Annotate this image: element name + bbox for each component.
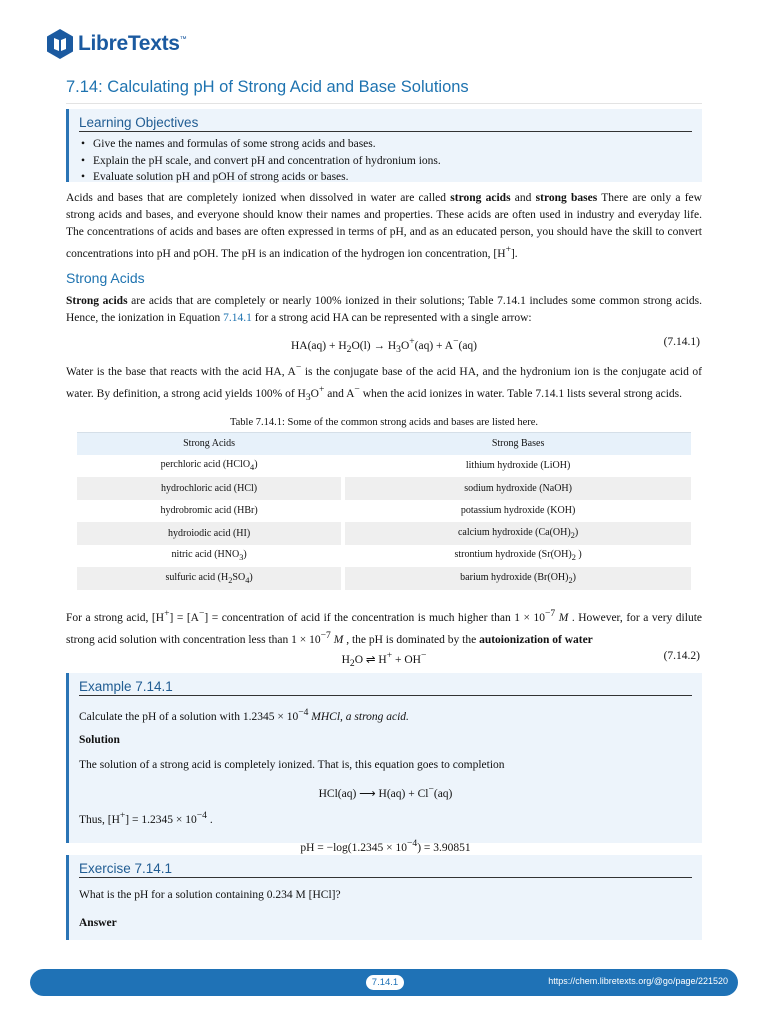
solution-label: Solution xyxy=(79,733,120,746)
hcl-dissociation-equation: HCl(aq) ⟶ H(aq) + Cl−(aq) xyxy=(318,783,453,800)
learning-objectives-box xyxy=(66,109,702,182)
objective-item: • Give the names and formulas of some strong acids and bases. xyxy=(79,136,692,153)
base-cell: lithium hydroxide (LiOH) xyxy=(345,455,691,478)
exercise-box xyxy=(66,855,702,940)
thus-line: Thus, $[H^+] = 1.2345 \times 10^{-4}$ . xyxy=(79,809,213,826)
base-cell: strontium hydroxide ($Sr(OH)_2$ ) xyxy=(345,545,691,568)
table-row xyxy=(77,567,691,590)
example-box xyxy=(66,673,702,855)
exercise-title: Exercise 7.14.1 xyxy=(79,855,692,878)
table-header: Strong Bases xyxy=(345,433,691,455)
page-number-badge: 7.14.1 xyxy=(366,975,404,990)
base-cell: potassium hydroxide (KOH) xyxy=(345,500,691,523)
logo-text: LibreTexts xyxy=(78,32,180,55)
base-cell: barium hydroxide $(Br(OH)_2)$ xyxy=(345,567,691,590)
equation-7-14-2: $H_2O$ ⇌ H+ + OH− (7.14.2) xyxy=(341,650,700,670)
acid-cell: sulfuric acid $(H_2SO_4)$ xyxy=(77,567,341,590)
acid-cell: hydrobromic acid (HBr) xyxy=(77,500,341,523)
exercise-question: What is the pH for a solution containing 0.234 M [HCl]? xyxy=(79,889,341,901)
equation-7-14-1: $HA(aq) + H_2O(l) \to H_3O^+(aq) + A^-(aq)$ (7.14.1) xyxy=(290,336,700,356)
example-question: Calculate the pH of a solution with $1.2345 \times 10^{-4}$ MHCl, a strong acid. xyxy=(79,707,409,723)
acid-cell: hydroiodic acid (HI) xyxy=(77,522,341,545)
table-row xyxy=(77,477,691,500)
answer-toggle[interactable]: Answer xyxy=(79,917,117,929)
strong-acids-bases-table xyxy=(77,432,691,590)
solution-text: The solution of a strong acid is completely ionized. That is, this equation goes to completion xyxy=(79,758,505,771)
strong-acids-paragraph: Strong acids are acids that are completely or nearly 100% ionized in their solutions; Table 7.14.1 includes some common strong acids. Hence, the ionization in Equation 7.14.1 for a strong acid HA can be represented with a single arrow: xyxy=(66,295,702,324)
term-strong-acids: strong acids xyxy=(450,192,511,204)
objectives-list xyxy=(79,136,692,186)
page-url[interactable]: https://chem.libretexts.org/@go/page/221520 xyxy=(548,976,728,986)
acid-cell: nitric acid $(HNO_3)$ xyxy=(77,545,341,568)
term-strong-bases: strong bases xyxy=(535,192,598,204)
term-autoionization: autoionization of water xyxy=(479,633,593,646)
equation-link[interactable]: 7.14.1 xyxy=(223,312,252,324)
ph-result-equation: pH = $-\log(1.2345 \times 10^{-4}) = 3.90851$ xyxy=(300,838,471,855)
example-title: Example 7.14.1 xyxy=(79,673,692,696)
equation-number: (7.14.1) xyxy=(663,336,700,348)
libretexts-logo[interactable] xyxy=(46,26,187,62)
objective-item: • Explain the pH scale, and convert pH and concentration of hydronium ions. xyxy=(79,153,692,170)
logo-trademark: ™ xyxy=(179,35,187,43)
autoionization-paragraph: For a strong acid, [H+] = [A−] = concentration of acid if the concentration is much higher than $1 \times 10^{-7}$ M . However, for a very dilute strong acid solution with concentration less than $1 \times 10^{-7}$ M , the pH is dominated by the autoionization of water xyxy=(66,608,702,646)
table-row xyxy=(77,500,691,523)
water-paragraph: Water is the base that reacts with the acid HA, A− is the conjugate base of the acid HA, and the hydronium ion is the conjugate acid of water. By definition, a strong acid yields 100% of $H_3O^+$ and A− when the acid ionizes in water. Table 7.14.1 lists several strong acids. xyxy=(66,362,702,403)
intro-paragraph: Acids and bases that are completely ionized when dissolved in water are called strong acids and strong bases There are only a few strong acids and bases, and everyone should know their names and properties. These acids are often used in industry and everyday life. The concentrations of acids and bases are often expressed in terms of pH, and as an educated person, you should have the skill to convert concentrations into pH and pOH. The pH is an indication of the hydrogen ion concentration, [H+]. xyxy=(66,192,702,260)
objective-item: • Evaluate solution pH and pOH of strong acids or bases. xyxy=(79,169,692,186)
base-cell: sodium hydroxide (NaOH) xyxy=(345,477,691,500)
learning-objectives-title: Learning Objectives xyxy=(79,109,692,132)
table-header: Strong Acids xyxy=(77,433,341,455)
libretexts-logo-icon xyxy=(46,28,74,60)
page-footer xyxy=(30,969,738,996)
table-caption: Table 7.14.1: Some of the common strong acids and bases are listed here. xyxy=(229,417,539,428)
acid-cell: perchloric acid (HClO$_4$) xyxy=(77,455,341,478)
section-heading-strong-acids: Strong Acids xyxy=(66,270,145,286)
table-row xyxy=(77,545,691,568)
table-row xyxy=(77,522,691,545)
equation-number: (7.14.2) xyxy=(663,650,700,662)
table-row xyxy=(77,455,691,478)
base-cell: calcium hydroxide $(Ca(OH)_2)$ xyxy=(345,522,691,545)
acid-cell: hydrochloric acid (HCl) xyxy=(77,477,341,500)
page-title: 7.14: Calculating pH of Strong Acid and Base Solutions xyxy=(66,78,702,104)
